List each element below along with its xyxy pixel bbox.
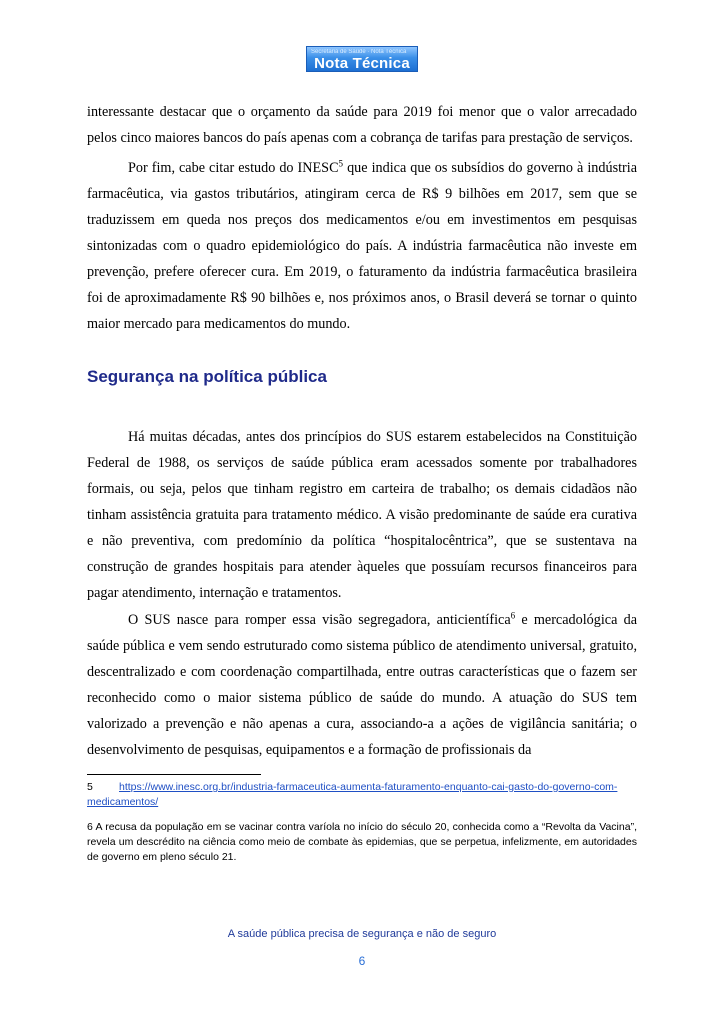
logo-small-text: Secretaria de Saúde · Nota Técnica — [311, 49, 407, 55]
footnote-5-number: 5 — [87, 781, 93, 793]
nota-tecnica-logo — [306, 46, 418, 72]
footer-text: A saúde pública precisa de segurança e não de seguro — [227, 928, 497, 940]
footnote-ref-5[interactable]: 5 — [338, 158, 344, 169]
page-number: 6 — [358, 954, 366, 968]
footnote-6: 6 A recusa da população em se vacinar contra varíola no início do século 20, conhecida como a “Revolta da Vacina”, revela um descrédito na ciência como meio de combate às epidemias, que se perpetua, infelizmente, em autoridades de governo em pleno século 21. — [87, 821, 637, 863]
footnote-5-link[interactable]: https://www.inesc.org.br/industria-farmaceutica-aumenta-faturamento-enquanto-cai-gasto-do-governo-com-medicamentos/ — [87, 781, 618, 808]
logo-text: Nota Técnica — [314, 55, 410, 72]
paragraph-2 — [87, 155, 637, 337]
paragraph-2-rest: que indica que os subsídios do governo à indústria farmacêutica, via gastos tributários, atingiram cerca de R$ 9 bilhões em 2017, sem que se traduzissem em queda nos preços dos medicamentos e/ou em investimentos em pesquisas sintonizadas com o quadro epidemiológico do país. A indústria farmacêutica não investe em prevenção, prefere oferecer cura. Em 2019, o faturamento da indústria farmacêutica brasileira foi de aproximadamente R$ 90 bilhões e, nos próximos anos, o Brasil deverá se tornar o quinto maior mercado para medicamentos do mundo. — [87, 160, 637, 332]
section-title: Segurança na política pública — [87, 367, 327, 386]
paragraph-4 — [87, 607, 637, 763]
footnote-divider — [87, 774, 261, 775]
paragraph-2-start: Por fim, cabe citar estudo do INESC — [128, 160, 339, 176]
paragraph-4-rest: e mercadológica da saúde pública e vem sendo estruturado como sistema público de atendimento universal, gratuito, descentralizado e com coordenação compartilhada, entre outras características que o fazem ser reconhecido como o maior sistema público de saúde do mundo. A atuação do SUS tem valorizado a prevenção e não apenas a cura, associando-a a ações de vigilância sanitária; o desenvolvimento de pesquisas, equipamentos e a formação de profissionais da — [87, 612, 637, 758]
footnote-ref-6[interactable]: 6 — [510, 610, 516, 621]
paragraph-1: interessante destacar que o orçamento da saúde para 2019 foi menor que o valor arrecadado pelos cinco maiores bancos do país apenas com a cobrança de tarifas para prestação de serviços. — [87, 104, 637, 146]
paragraph-4-start: O SUS nasce para romper essa visão segregadora, anticientífica — [128, 612, 511, 628]
footnote-5 — [87, 780, 637, 810]
paragraph-3: Há muitas décadas, antes dos princípios do SUS estarem estabelecidos na Constituição Federal de 1988, os serviços de saúde pública eram acessados somente por trabalhadores formais, ou seja, pelos que tinham registro em carteira de trabalho; os demais cidadãos não tinham assistência gratuita para tratamento médico. A visão predominante de saúde era curativa e não preventiva, com predomínio da política “hospitalocêntrica”, que se sustentava na construção de grandes hospitais para atender àqueles que possuíam recursos financeiros para pagar atendimento, internação e tratamentos. — [87, 429, 637, 601]
